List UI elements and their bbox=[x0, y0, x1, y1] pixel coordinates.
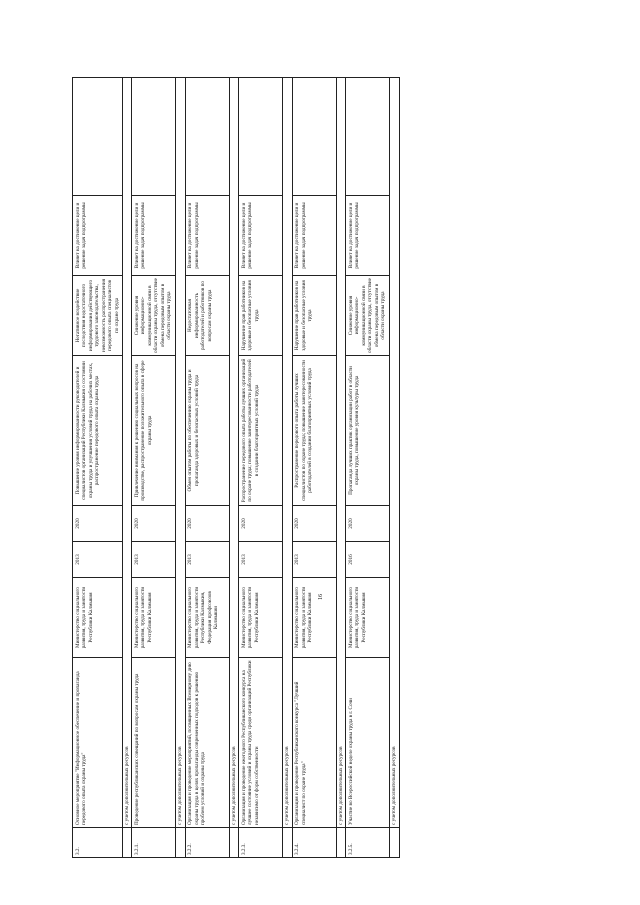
resource-note: с учетом дополнительных ресурсов bbox=[229, 78, 239, 828]
cell-empty bbox=[390, 828, 400, 858]
rotated-table-wrapper bbox=[72, 78, 507, 858]
resource-note-row bbox=[283, 78, 293, 858]
resource-note: с учетом дополнительных ресурсов bbox=[336, 78, 346, 828]
cell-consequence: Негативное воздействие последствия недостаточного информирования действующего трудового законодательства, невозможность распространения передового опыта специалистов по охране труда bbox=[73, 276, 123, 356]
table-row bbox=[292, 78, 336, 858]
resource-note-row bbox=[122, 78, 132, 858]
table-row bbox=[132, 78, 176, 858]
cell-executor: Министерство социального развития, труда и занятости Республики Калмыкия bbox=[132, 578, 176, 658]
cell-executor: Министерство социального развития, труда и занятости Республики Калмыкия bbox=[292, 578, 336, 658]
cell-end-year: 2020 bbox=[185, 506, 229, 542]
cell-empty bbox=[283, 828, 293, 858]
cell-measure-name: Организация и проведение мероприятий, посвященных Всемирному дню охраны труда в целях пропаганды современных подходов к решению проблем условий и охраны труда bbox=[185, 658, 229, 828]
resource-note-row bbox=[176, 78, 186, 858]
cell-consequence: Недостаточная информированность работодателей и работников по вопросам охраны труда bbox=[185, 276, 229, 356]
cell-link: Влияет на достижение цели и решение задач подпрограммы bbox=[185, 196, 229, 276]
cell-number: 3.2.2. bbox=[185, 828, 229, 858]
resource-note: с учетом дополнительных ресурсов bbox=[176, 78, 186, 828]
table-row bbox=[185, 78, 229, 858]
cell-measure-name: Проведение республиканских совещаний по вопросам охраны труда bbox=[132, 658, 176, 828]
cell-consequence: Нарушение прав работников на здоровые и безопасные условия труда bbox=[292, 276, 336, 356]
cell-empty bbox=[292, 78, 336, 196]
cell-empty bbox=[346, 78, 390, 196]
cell-link: Влияет на достижение цели и решение задач подпрограммы bbox=[292, 196, 336, 276]
cell-start-year: 2013 bbox=[292, 542, 336, 578]
cell-expected-result: Пропаганда лучших практик организации работ в области охраны труда, повышение уровня культуры труда bbox=[346, 356, 390, 506]
cell-start-year: 2013 bbox=[239, 542, 283, 578]
measures-table bbox=[72, 77, 400, 858]
table-row bbox=[73, 78, 123, 858]
cell-start-year: 2013 bbox=[132, 542, 176, 578]
cell-measure-name: Участие во Всероссийской неделе охраны труда в г. Сочи bbox=[346, 658, 390, 828]
cell-measure-name: Организация и проведение Республиканского конкурса "Лучший специалист по охране труда" bbox=[292, 658, 336, 828]
cell-end-year: 2020 bbox=[132, 506, 176, 542]
cell-executor: Министерство социального развития, труда и занятости Республики Калмыкия bbox=[73, 578, 123, 658]
resource-note-row bbox=[336, 78, 346, 858]
cell-number: 3.2.1. bbox=[132, 828, 176, 858]
cell-measure-name: Основное мероприятие "Информационное обеспечение и пропаганда передового опыта охраны труда" bbox=[73, 658, 123, 828]
cell-executor: Министерство социального развития, труда и занятости Республики Калмыкия bbox=[239, 578, 283, 658]
cell-number: 3.2. bbox=[73, 828, 123, 858]
cell-link: Влияет на достижение цели и решение задач подпрограммы bbox=[73, 196, 123, 276]
cell-expected-result: Распространение передового опыта работы лучших специалистов по охране труда; повышение заинтересованности работодателей в создании благоприятных условий труда bbox=[292, 356, 336, 506]
table-row bbox=[239, 78, 283, 858]
resource-note: с учетом дополнительных ресурсов bbox=[122, 78, 132, 828]
cell-start-year: 2013 bbox=[73, 542, 123, 578]
cell-expected-result: Повышение уровня информированности руководителей и специалистов организаций Республики Калмыкия о состоянии охраны труда и улучшения условий труда на рабочих местах, распространение передового опыта охраны труда bbox=[73, 356, 123, 506]
cell-expected-result: Обмен опытом работы по обеспечению охраны труда и пропаганда здоровых и безопасных условий труда bbox=[185, 356, 229, 506]
resource-note: с учетом дополнительных ресурсов bbox=[283, 78, 293, 828]
resource-note-row bbox=[229, 78, 239, 858]
cell-end-year: 2020 bbox=[346, 506, 390, 542]
resource-note: с учетом дополнительных ресурсов bbox=[390, 78, 400, 828]
cell-link: Влияет на достижение цели и решение задач подпрограммы bbox=[239, 196, 283, 276]
cell-consequence: Снижение уровня информационно-коммуникационной связи в области охраны труда, отсутствие обмена передовым опытом в области охраны труда bbox=[346, 276, 390, 356]
cell-empty bbox=[336, 828, 346, 858]
cell-empty bbox=[73, 78, 123, 196]
cell-start-year: 2013 bbox=[185, 542, 229, 578]
cell-empty bbox=[122, 828, 132, 858]
cell-link: Влияет на достижение цели и решение задач подпрограммы bbox=[346, 196, 390, 276]
cell-empty bbox=[132, 78, 176, 196]
cell-end-year: 2020 bbox=[292, 506, 336, 542]
cell-executor: Министерство социального развития, труда и занятости Республики Калмыкия, Федерация профсоюзов Калмыкии bbox=[185, 578, 229, 658]
cell-empty bbox=[185, 78, 229, 196]
resource-note-row bbox=[390, 78, 400, 858]
cell-number: 3.2.5. bbox=[346, 828, 390, 858]
cell-expected-result: Привлечение внимания к решению социальных вопросов на производстве, распространение положительного опыта в сфере охраны труда bbox=[132, 356, 176, 506]
cell-consequence: Нарушение прав работников на здоровые и безопасные условия труда bbox=[239, 276, 283, 356]
cell-end-year: 2020 bbox=[239, 506, 283, 542]
cell-empty bbox=[239, 78, 283, 196]
cell-number: 3.2.3. bbox=[239, 828, 283, 858]
table-row bbox=[346, 78, 390, 858]
cell-end-year: 2020 bbox=[73, 506, 123, 542]
table-body bbox=[73, 78, 400, 858]
cell-consequence: Снижение уровня информационно-коммуникационной связи в области охраны труда, отсутствие обмена передовым опытом в области охраны труда bbox=[132, 276, 176, 356]
cell-empty bbox=[176, 828, 186, 858]
cell-number: 3.2.4. bbox=[292, 828, 336, 858]
cell-executor: Министерство социального развития, труда и занятости Республики Калмыкия bbox=[346, 578, 390, 658]
cell-expected-result: Распространение передового опыта работы лучших организаций по охране труда; повышение заинтересованности работодателей в создании благоприятных условий труда bbox=[239, 356, 283, 506]
cell-start-year: 2016 bbox=[346, 542, 390, 578]
cell-measure-name: Организация и проведение ежегодного Республиканского конкурса на лучшее состояние условий и охраны труда среди организаций Республики независимо от форм собственности bbox=[239, 658, 283, 828]
cell-empty bbox=[229, 828, 239, 858]
page-number: 16 bbox=[318, 594, 324, 600]
cell-link: Влияет на достижение цели и решение задач подпрограммы bbox=[132, 196, 176, 276]
